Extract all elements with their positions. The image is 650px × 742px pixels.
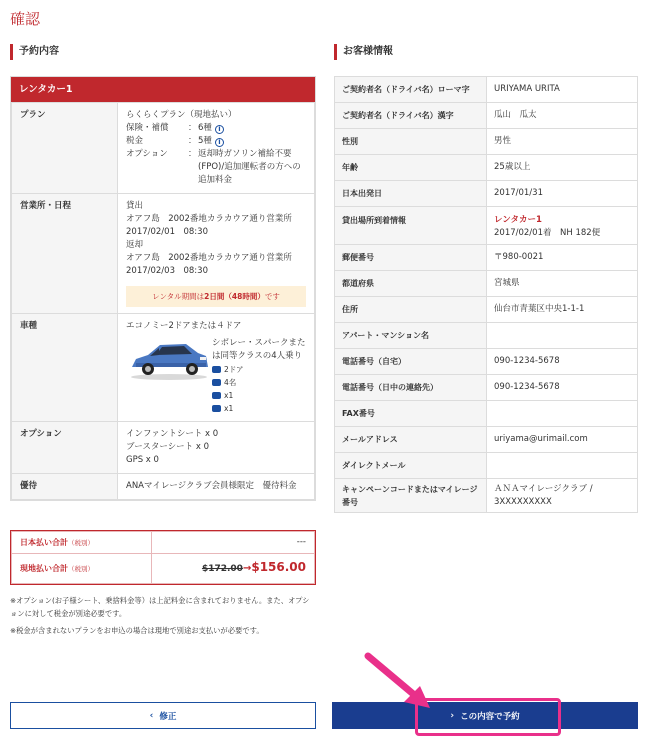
customer-field-value: 宮城県	[487, 271, 638, 297]
return-datetime: 2017/02/03 08:30	[126, 266, 208, 276]
customer-field-label: 貸出場所到着情報	[335, 207, 487, 245]
vehicle-row	[12, 314, 315, 422]
customer-field-value: 〒980-0021	[487, 245, 638, 271]
options-row	[12, 422, 315, 474]
customer-field-label: 都道府県	[335, 271, 487, 297]
customer-row	[335, 77, 638, 103]
customer-row	[335, 375, 638, 401]
customer-row	[335, 479, 638, 513]
customer-field-label: キャンペーンコードまたはマイレージ番号	[335, 479, 487, 513]
pickup-datetime: 2017/02/01 08:30	[126, 227, 208, 237]
arrival-flight-info: 2017/02/01着 NH 182便	[494, 228, 601, 238]
option-item: GPS x 0	[126, 455, 159, 465]
insurance-value: 6種	[198, 123, 212, 133]
customer-field-label: FAX番号	[335, 401, 487, 427]
small-luggage-spec: x1	[212, 402, 306, 415]
vehicle-class: エコノミー2ドアまたは４ドア	[126, 321, 242, 331]
customer-row	[335, 323, 638, 349]
customer-field-label: 日本出発日	[335, 181, 487, 207]
pickup-place: オアフ島 2002番地カラカウア通り営業所	[126, 214, 292, 224]
customer-field-label: ご契約者名（ドライバ名）ローマ字	[335, 77, 487, 103]
customer-section-heading: お客様情報	[334, 44, 393, 60]
bag-icon	[212, 405, 221, 412]
customer-field-value: 男性	[487, 129, 638, 155]
japan-total-value: ---	[152, 532, 315, 554]
door-spec: 2ドア	[212, 363, 306, 376]
customer-row	[335, 155, 638, 181]
customer-row	[335, 271, 638, 297]
customer-field-label: 電話番号（自宅）	[335, 349, 487, 375]
return-label: 返却	[126, 240, 144, 250]
price-arrow: →	[242, 563, 252, 574]
return-place: オアフ島 2002番地カラカウア通り営業所	[126, 253, 292, 263]
customer-field-value: ＡＮＡマイレージクラブ / 3XXXXXXXXX	[487, 479, 638, 513]
benefit-label: 優待	[12, 474, 118, 500]
reservation-section-heading: 予約内容	[10, 44, 59, 60]
insurance-row: 保険・補償 ： 6種 i	[126, 122, 306, 135]
customer-field-value: 瓜山 瓜太	[487, 103, 638, 129]
confirm-reservation-button[interactable]: › この内容で予約	[332, 702, 638, 729]
suitcase-icon	[212, 392, 221, 399]
chevron-left-icon: ‹	[149, 710, 154, 721]
note-text: ※税金が含まれないプランをお申込の場合は現地で別途お支払いが必要です。	[10, 626, 264, 635]
customer-field-label: 郵便番号	[335, 245, 487, 271]
customer-row	[335, 181, 638, 207]
arrival-rental-name: レンタカー1	[494, 215, 542, 225]
totals-box	[10, 530, 316, 585]
vehicle-value	[118, 314, 315, 422]
plan-name: らくらくプラン（現地払い）	[126, 110, 237, 120]
customer-field-value: 仙台市青葉区中央1-1-1	[487, 297, 638, 323]
customer-row	[335, 453, 638, 479]
customer-field-value	[487, 207, 638, 245]
page-title: 確認	[10, 10, 41, 28]
customer-row	[335, 103, 638, 129]
local-total-value	[152, 554, 315, 584]
customer-field-label: 電話番号（日中の連絡先）	[335, 375, 487, 401]
car-image	[126, 337, 212, 381]
benefit-row	[12, 474, 315, 500]
customer-info	[334, 76, 638, 513]
highlight-frame	[415, 698, 561, 736]
local-total-label: 現地払い合計（税別）	[12, 554, 152, 584]
customer-field-value: 25歳以上	[487, 155, 638, 181]
customer-field-label: 性別	[335, 129, 487, 155]
japan-total-row	[12, 532, 315, 554]
customer-row	[335, 129, 638, 155]
large-luggage-spec: x1	[212, 389, 306, 402]
benefit-value: ANAマイレージクラブ会員様限定 優待料金	[118, 474, 315, 500]
chevron-right-icon: ›	[450, 710, 455, 721]
plan-label: プラン	[12, 103, 118, 194]
customer-row	[335, 297, 638, 323]
option-item: インファントシート x 0	[126, 429, 219, 439]
office-row	[12, 194, 315, 314]
option-label: オプション	[126, 149, 168, 159]
passenger-spec: 4名	[212, 376, 306, 389]
original-price: $172.00	[201, 564, 243, 574]
tax-row: 税金 ： 5種 i	[126, 135, 306, 148]
local-total-row	[12, 554, 315, 584]
office-value	[118, 194, 315, 314]
customer-field-value: uriyama@urimail.com	[487, 427, 638, 453]
discounted-price: $156.00	[251, 560, 306, 574]
customer-field-value: 090-1234-5678	[487, 375, 638, 401]
customer-row	[335, 349, 638, 375]
option-row: オプション ： 返却時ガソリン補給不要(FPO)/追加運転者の方への追加料金	[126, 148, 306, 187]
customer-table	[334, 76, 638, 513]
customer-field-value	[487, 401, 638, 427]
notes	[10, 594, 316, 641]
office-label: 営業所・日程	[12, 194, 118, 314]
customer-field-value	[487, 323, 638, 349]
customer-row	[335, 207, 638, 245]
customer-field-value	[487, 453, 638, 479]
customer-field-label: 年齢	[335, 155, 487, 181]
rental-period-notice: レンタル期間は2日間（48時間）です	[126, 286, 306, 307]
customer-row	[335, 427, 638, 453]
pickup-label: 貸出	[126, 201, 144, 211]
plan-value	[118, 103, 315, 194]
reservation-table	[11, 102, 315, 500]
tax-value: 5種	[198, 136, 212, 146]
options-label: オプション	[12, 422, 118, 474]
customer-field-label: ダイレクトメール	[335, 453, 487, 479]
back-button[interactable]: ‹ 修正	[10, 702, 316, 729]
option-value: 返却時ガソリン補給不要(FPO)/追加運転者の方への追加料金	[198, 149, 301, 185]
option-item: ブースターシート x 0	[126, 442, 209, 452]
customer-row	[335, 401, 638, 427]
options-value	[118, 422, 315, 474]
person-icon	[212, 379, 221, 386]
customer-field-label: ご契約者名（ドライバ名）漢字	[335, 103, 487, 129]
plan-row	[12, 103, 315, 194]
note-text: ※オプション(お子様シート、乗捨料金等）は上記料金に含まれておりません。また、オプションに対して税金が別途必要です。	[10, 596, 310, 618]
tax-label: 税金	[126, 136, 144, 146]
reservation-details	[10, 76, 316, 501]
customer-field-value: 2017/01/31	[487, 181, 638, 207]
info-icon[interactable]: i	[215, 125, 224, 134]
customer-field-label: アパート・マンション名	[335, 323, 487, 349]
customer-field-label: 住所	[335, 297, 487, 323]
japan-total-label: 日本払い合計（税別）	[12, 532, 152, 554]
rental-car-header: レンタカー1	[11, 77, 315, 102]
customer-field-value: 090-1234-5678	[487, 349, 638, 375]
customer-row	[335, 245, 638, 271]
vehicle-model: シボレー・スパークまたは同等クラスの4人乗り	[212, 338, 306, 361]
customer-field-value: URIYAMA URITA	[487, 77, 638, 103]
door-icon	[212, 366, 221, 373]
customer-field-label: メールアドレス	[335, 427, 487, 453]
vehicle-label: 車種	[12, 314, 118, 422]
insurance-label: 保険・補償	[126, 123, 169, 133]
info-icon[interactable]: i	[215, 138, 224, 147]
